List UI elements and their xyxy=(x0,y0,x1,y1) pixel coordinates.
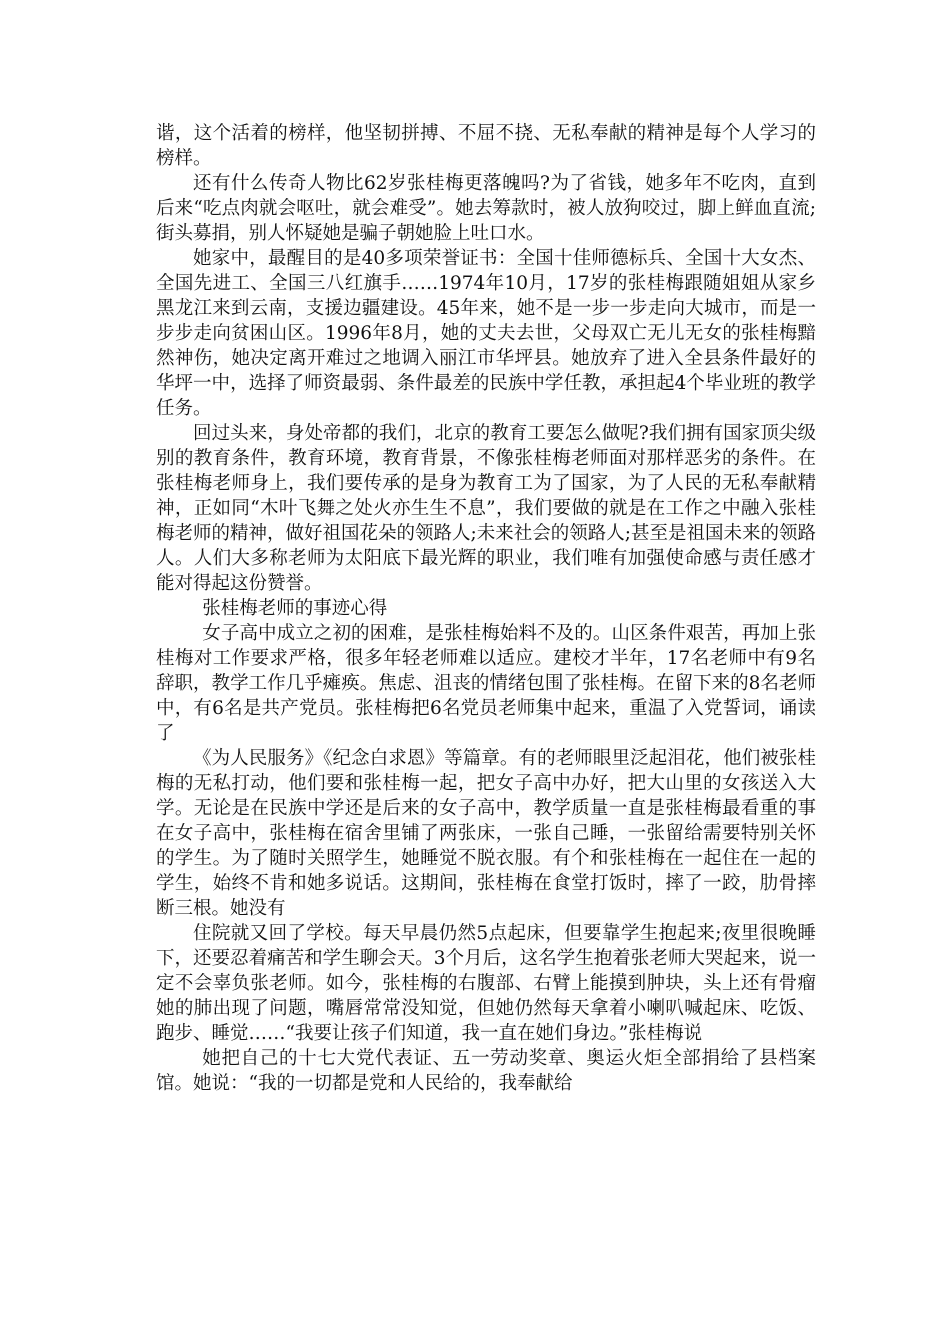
paragraph: 她家中，最醒目的是40多项荣誉证书：全国十佳师德标兵、全国十大女杰、全国先进工、全国三八红旗手……1974年10月，17岁的张桂梅跟随姐姐从家乡黑龙江来到云南，支援边疆建设。45年来，她不是一步一步走向大城市，而是一步步走向贫困山区。1996年8月，她的丈夫去世，父母双亡无儿无女的张桂梅黯然神伤，她决定离开难过之地调入丽江市华坪县。她放弃了进入全县条件最好的华坪一中，选择了师资最弱、条件最差的民族中学任教，承担起4个毕业班的教学任务。 xyxy=(156,248,816,419)
document-body xyxy=(156,121,816,1096)
paragraph: 回过头来，身处帝都的我们，北京的教育工要怎么做呢?我们拥有国家顶尖级别的教育条件，教育环境，教育背景，不像张桂梅老师面对那样恶劣的条件。在张桂梅老师身上，我们要传承的是身为教育工为了国家，为了人民的无私奉献精神，正如同“木叶飞舞之处火亦生生不息”，我们要做的就是在工作之中融入张桂梅老师的精神，做好祖国花朵的领路人;未来社会的领路人;甚至是祖国未来的领路人。人们大多称老师为太阳底下最光辉的职业，我们唯有加强使命感与责任感才能对得起这份赞誉。 xyxy=(156,423,816,594)
paragraph: 女子高中成立之初的困难，是张桂梅始料不及的。山区条件艰苦，再加上张桂梅对工作要求严格，很多年轻老师难以适应。建校才半年，17名老师中有9名辞职，教学工作几乎瘫痪。焦虑、沮丧的情绪包围了张桂梅。在留下来的8名老师中，有6名是共产党员。张桂梅把6名党员老师集中起来，重温了入党誓词，诵读了 xyxy=(156,623,816,744)
paragraph: 还有什么传奇人物比62岁张桂梅更落魄吗?为了省钱，她多年不吃肉，直到后来“吃点肉就会呕吐，就会难受”。她去筹款时，被人放狗咬过，脚上鲜血直流;街头募捐，别人怀疑她是骗子朝她脸上吐口水。 xyxy=(156,173,816,244)
paragraph: 《为人民服务》《纪念白求恩》等篇章。有的老师眼里泛起泪花，他们被张桂梅的无私打动，他们要和张桂梅一起，把女子高中办好，把大山里的女孩送入大学。无论是在民族中学还是后来的女子高中，教学质量一直是张桂梅最看重的事在女子高中，张桂梅在宿舍里铺了两张床，一张自己睡，一张留给需要特别关怀的学生。为了随时关照学生，她睡觉不脱衣服。有个和张桂梅在一起住在一起的学生，始终不肯和她多说话。这期间，张桂梅在食堂打饭时，摔了一跤，肋骨摔断三根。她没有 xyxy=(156,748,816,919)
section-heading: 张桂梅老师的事迹心得 xyxy=(202,598,388,619)
paragraph: 她把自己的十七大党代表证、五一劳动奖章、奥运火炬全部捐给了县档案馆。她说：“我的一切都是党和人民给的，我奉献给 xyxy=(156,1048,816,1094)
paragraph-continuation: 谐，这个活着的榜样，他坚韧拼搏、不屈不挠、无私奉献的精神是每个人学习的榜样。 xyxy=(156,123,816,169)
paragraph: 住院就又回了学校。每天早晨仍然5点起床，但要靠学生抱起来;夜里很晚睡下，还要忍着痛苦和学生聊会天。3个月后，这名学生抱着张老师大哭起来，说一定不会辜负张老师。如今，张桂梅的右腹部、右臂上能摸到肿块，头上还有骨瘤她的肺出现了问题，嘴唇常常没知觉，但她仍然每天拿着小喇叭喊起床、吃饭、跑步、睡觉……“我要让孩子们知道，我一直在她们身边。”张桂梅说 xyxy=(156,923,816,1044)
